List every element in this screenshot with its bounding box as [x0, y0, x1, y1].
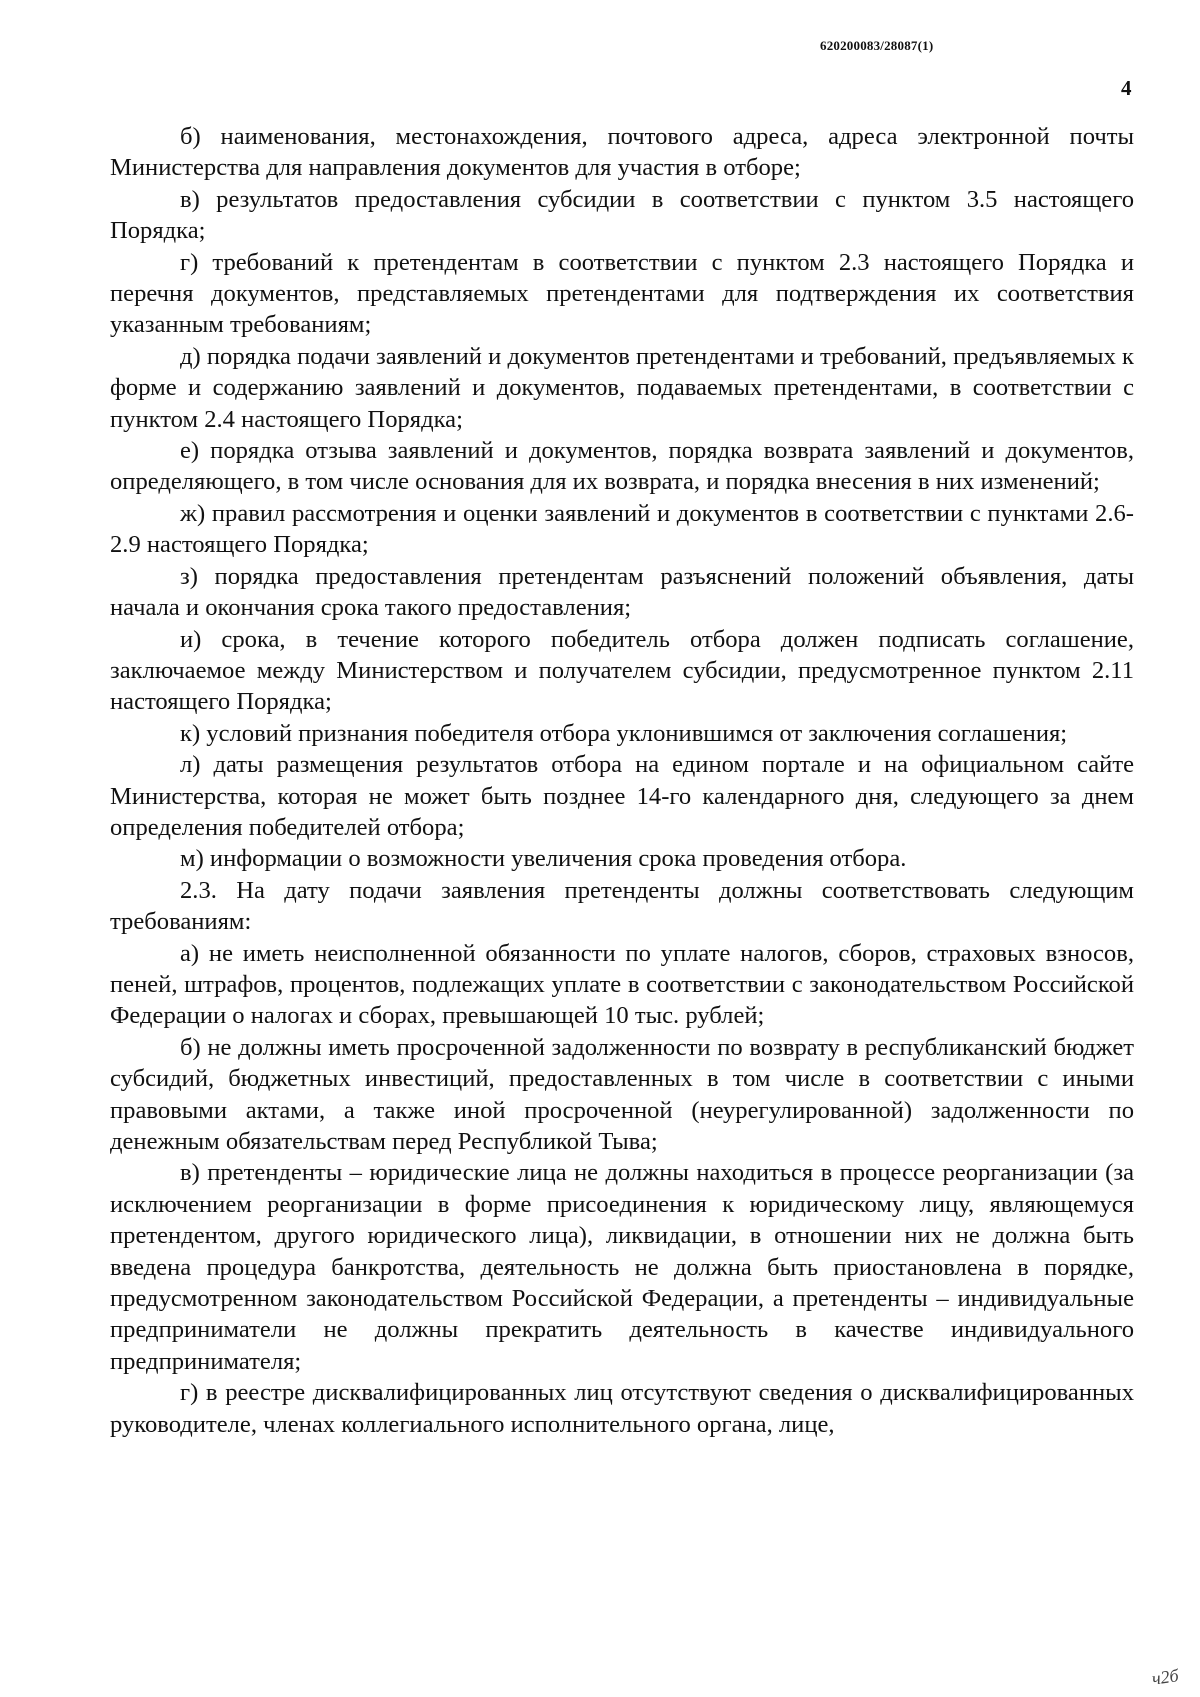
paragraph-b-budget-debt: б) не должны иметь просроченной задолженности по возврату в республиканский бюджет субсидий, бюджетных инвестиций, предоставленных в том числе в соответствии с иными правовыми актами, а также иной просроченной (неурегулированной) задолженности по денежным обязательствам перед Республикой Тыва;: [110, 1033, 1134, 1155]
document-registration-number: 620200083/28087(1): [820, 38, 934, 53]
document-body: [110, 121, 1134, 1440]
paragraph-z-clarifications: з) порядка предоставления претендентам разъяснений положений объявления, даты начала и окончания срока такого предоставления;: [110, 562, 1134, 622]
paragraph-e-withdrawal-procedure: е) порядка отзыва заявлений и документов, порядка возврата заявлений и документов, определяющего, в том числе основания для их возврата, и порядка внесения в них изменений;: [110, 437, 1134, 496]
handwritten-page-mark: ч2б: [1150, 1665, 1180, 1689]
paragraph-l-results-publication: л) даты размещения результатов отбора на едином портале и на официальном сайте Министерства, которая не может быть позднее 14-го календарного дня, следующего за днем определения победителей отбора;: [110, 751, 1134, 841]
paragraph-v-reorganization: в) претенденты – юридические лица не должны находиться в процессе реорганизации (за исключением реорганизации в форме присоединения к юридическому лицу, являющемуся претендентом, другого юридического лица), ликвидации, в отношении них не должна быть введена процедура банкротства, деятельность не должна быть приостановлена в порядке, предусмотренном законодательством Российской Федерации, а претенденты – индивидуальные предприниматели не должны прекратить деятельность в качестве индивидуального предпринимателя;: [110, 1159, 1134, 1375]
paragraph-m-extension-info: м) информации о возможности увеличения срока проведения отбора.: [180, 845, 907, 873]
page-number: 4: [1121, 76, 1132, 100]
paragraph-a-tax-debt: а) не иметь неисполненной обязанности по уплате налогов, сборов, страховых взносов, пеней, штрафов, процентов, подлежащих уплате в соответствии с законодательством Российской Федерации о налогах и сборах, превышающей 10 тыс. рублей;: [110, 939, 1134, 1030]
paragraph-zh-review-rules: ж) правил рассмотрения и оценки заявлений и документов в соответствии с пунктами 2.6-2.9 настоящего Порядка;: [110, 499, 1134, 559]
paragraph-v-results: в) результатов предоставления субсидии в соответствии с пунктом 3.5 настоящего Порядка;: [110, 185, 1134, 245]
section-2-3-heading: 2.3. На дату подачи заявления претенденты должны соответствовать следующим требованиям:: [110, 876, 1134, 936]
paragraph-d-submission-procedure: д) порядка подачи заявлений и документов претендентами и требований, предъявляемых к форме и содержанию заявлений и документов, подаваемых претендентами, в соответствии с пунктом 2.4 настоящего Порядка;: [110, 342, 1134, 433]
paragraph-k-evasion-conditions: к) условий признания победителя отбора уклонившимся от заключения соглашения;: [180, 719, 1068, 747]
paragraph-g-disqualified-registry: г) в реестре дисквалифицированных лиц отсутствуют сведения о дисквалифицированных руководителе, членах коллегиального исполнительного органа, лице,: [110, 1379, 1134, 1438]
paragraph-g-requirements: г) требований к претендентам в соответствии с пунктом 2.3 настоящего Порядка и перечня документов, представляемых претендентами для подтверждения их соответствия указанным требованиям;: [110, 248, 1134, 339]
paragraph-b-mailing-address: б) наименования, местонахождения, почтового адреса, адреса электронной почты Министерства для направления документов для участия в отборе;: [110, 123, 1134, 182]
paragraph-i-agreement-deadline: и) срока, в течение которого победитель отбора должен подписать соглашение, заключаемое между Министерством и получателем субсидии, предусмотренное пунктом 2.11 настоящего Порядка;: [110, 625, 1134, 716]
